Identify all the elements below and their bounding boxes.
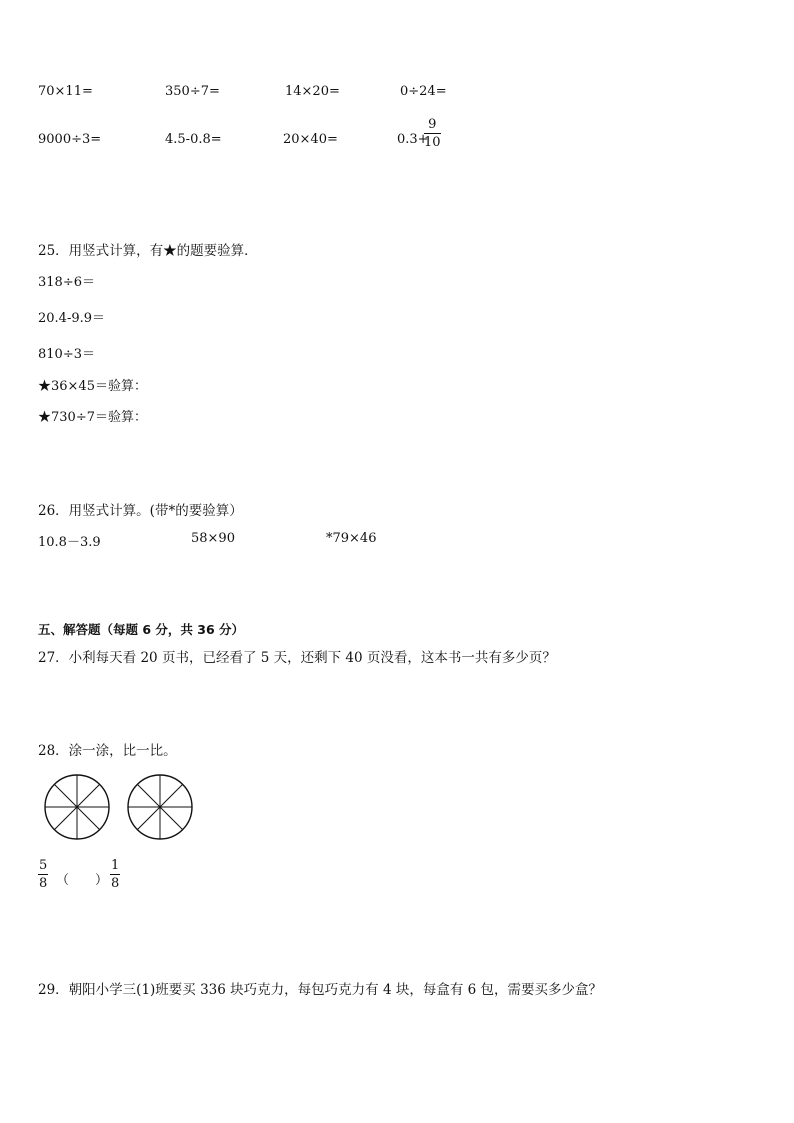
fraction-nine-tenths — [424, 118, 441, 149]
oral-problem-7: 20×40= — [283, 132, 338, 147]
fraction-denominator: 8 — [111, 876, 120, 891]
fraction-five-eighths — [38, 859, 48, 890]
fraction-denominator: 10 — [424, 135, 441, 150]
compare-blank[interactable]: （ ） — [56, 873, 109, 888]
oral-problem-2: 350÷7= — [165, 84, 220, 99]
q27-text: 27．小利每天看 20 页书，已经看了 5 天，还剩下 40 页没看，这本书一共有多少页？ — [38, 650, 556, 666]
circle-left[interactable] — [43, 773, 111, 841]
oral-problem-1: 70×11= — [38, 84, 93, 99]
oral-problem-6: 4.5-0.8= — [165, 132, 222, 147]
circle-right[interactable] — [126, 773, 194, 841]
q25-title: 25．用竖式计算，有★的题要验算． — [38, 243, 258, 259]
fraction-numerator: 1 — [111, 858, 120, 873]
fraction-denominator: 8 — [39, 876, 48, 891]
q25-item-4: ★36×45＝验算： — [38, 379, 147, 394]
q25-item-2: 20.4-9.9＝ — [38, 311, 106, 326]
q26-item-2: 58×90 — [191, 531, 235, 546]
section-5-title: 五、解答题（每题 6 分，共 36 分） — [38, 622, 245, 637]
q26-item-1: 10.8－3.9 — [38, 535, 101, 550]
q25-item-5: ★730÷7＝验算： — [38, 410, 147, 425]
q26-item-3: *79×46 — [326, 531, 377, 546]
q26-title: 26．用竖式计算。(带*的要验算） — [38, 503, 243, 519]
oral-problem-8: 0.3+ — [397, 132, 429, 147]
fraction-numerator: 9 — [428, 117, 437, 132]
q28-title: 28．涂一涂，比一比。 — [38, 743, 177, 759]
q25-item-3: 810÷3＝ — [38, 347, 95, 362]
oral-problem-3: 14×20= — [285, 84, 340, 99]
q29-text: 29．朝阳小学三(1)班要买 336 块巧克力，每包巧克力有 4 块，每盒有 6 包，需要买多少盒？ — [38, 982, 602, 998]
q25-item-1: 318÷6＝ — [38, 275, 95, 290]
oral-problem-5: 9000÷3= — [38, 132, 102, 147]
oral-problem-4: 0÷24= — [400, 84, 447, 99]
fraction-one-eighth — [110, 859, 120, 890]
fraction-numerator: 5 — [39, 858, 48, 873]
